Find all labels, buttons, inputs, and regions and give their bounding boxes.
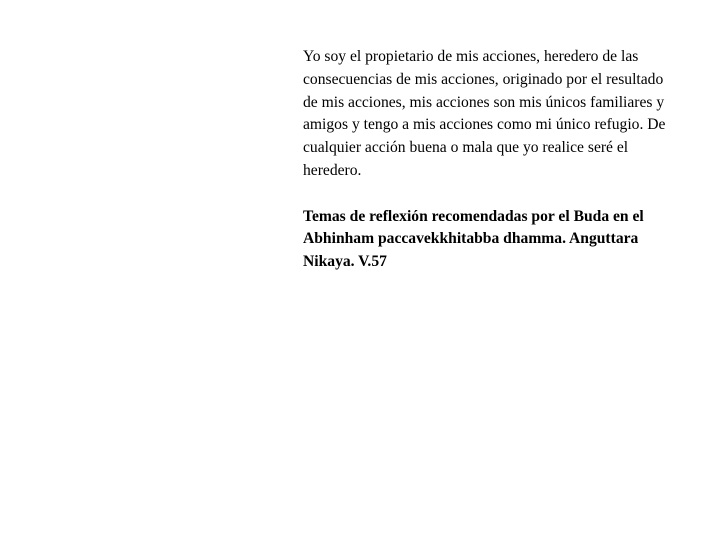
- source-line: Nikaya. V.57: [303, 253, 387, 271]
- quote-line: Yo soy el propietario de mis acciones, heredero de las: [303, 48, 639, 65]
- quote-line: cualquier acción buena o mala que yo realice seré el: [303, 139, 629, 157]
- text-block: [303, 46, 713, 274]
- quote-line: de mis acciones, mis acciones son mis únicos familiares y: [303, 93, 665, 111]
- source-line: Abhinham paccavekkhitabba dhamma. Anguttara: [303, 230, 639, 248]
- quote-line: heredero.: [303, 161, 362, 179]
- paragraph-spacer: [303, 183, 713, 206]
- quote-line: amigos y tengo a mis acciones como mi único refugio. De: [303, 116, 666, 134]
- quote-paragraph: [303, 46, 713, 183]
- quote-line: consecuencias de mis acciones, originado por el resultado: [303, 70, 664, 88]
- source-citation: [303, 206, 713, 274]
- source-line: Temas de reflexión recomendadas por el Buda en el: [303, 207, 644, 225]
